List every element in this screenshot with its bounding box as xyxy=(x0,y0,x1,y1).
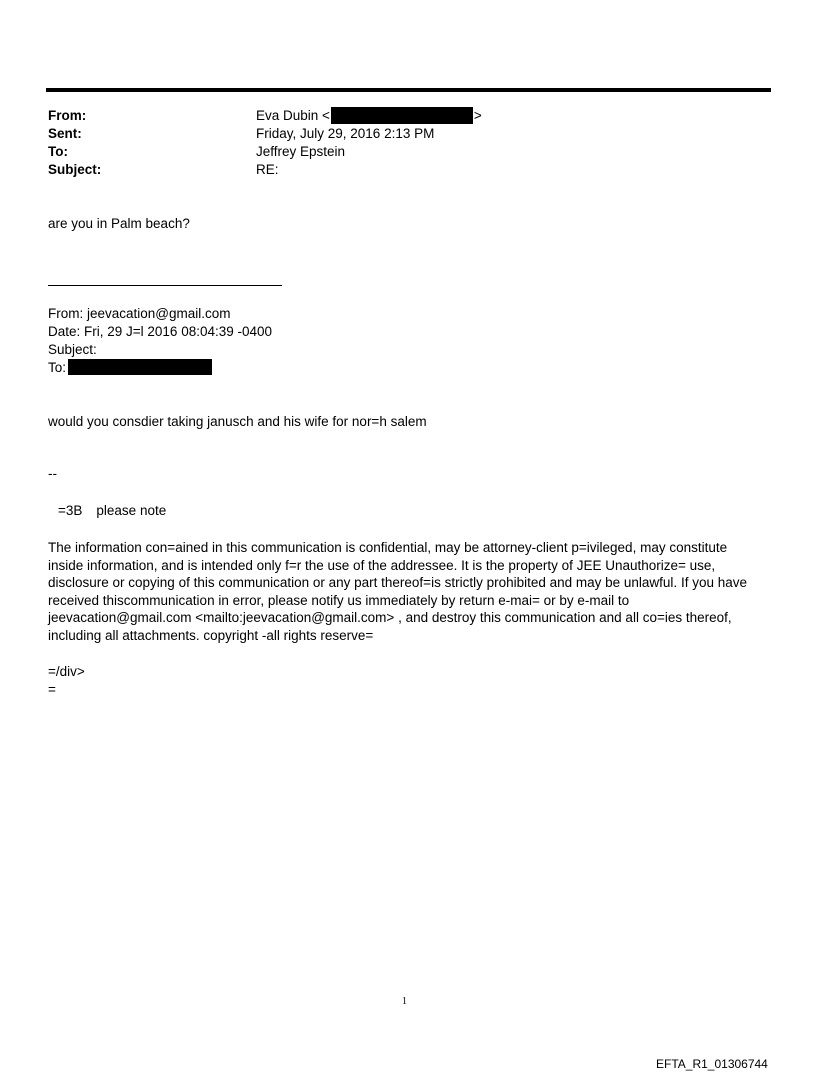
quoted-separator-rule xyxy=(48,285,282,286)
subject-value: RE: xyxy=(256,162,279,177)
bates-number: EFTA_R1_01306744 xyxy=(656,1057,768,1071)
to-label: To: xyxy=(48,144,68,159)
note-code: =3B xyxy=(58,503,83,518)
quoted-from-line: From: jeevacation@gmail.com xyxy=(48,306,231,321)
redacted-email-block xyxy=(331,107,473,124)
reply-text: are you in Palm beach? xyxy=(48,216,190,231)
from-label: From: xyxy=(48,108,87,123)
quoted-message: would you consdier taking janusch and his wife for nor=h salem xyxy=(48,414,427,429)
sent-label: Sent: xyxy=(48,126,82,141)
note-line xyxy=(58,502,166,520)
from-name: Eva Dubin < xyxy=(256,108,330,123)
disclaimer-line: inside information, and is intended only f=r the use of the addressee. It is the property of JEE Unauthorize= use, xyxy=(48,557,716,573)
redacted-recipient-block xyxy=(68,359,212,375)
disclaimer-line: disclosure or copying of this communication or any part thereof=is strictly prohibited and may be unlawful. If you have xyxy=(48,575,747,591)
quoted-subject-line: Subject: xyxy=(48,342,97,357)
trailing-div-close: =/div> xyxy=(48,664,85,679)
trailing-equals: = xyxy=(48,682,56,697)
quoted-to-line xyxy=(48,359,212,377)
page-number: 1 xyxy=(402,996,407,1007)
disclaimer-line: including all attachments. copyright -all rights reserve= xyxy=(48,627,374,643)
disclaimer-line: received thiscommunication in error, please notify us immediately by return e-mai= or by e-mail to xyxy=(48,592,630,608)
disclaimer-line: jeevacation@gmail.com <mailto:jeevacation@gmail.com> , and destroy this communication and all co=ies thereof, xyxy=(48,610,732,626)
quoted-to-label: To: xyxy=(48,360,67,375)
quoted-date-line: Date: Fri, 29 J=l 2016 08:04:39 -0400 xyxy=(48,324,273,339)
signature-dashes: -- xyxy=(48,466,57,481)
confidentiality-disclaimer xyxy=(48,539,768,645)
header-top-rule xyxy=(46,88,771,92)
from-close-bracket: > xyxy=(473,108,482,123)
subject-label: Subject: xyxy=(48,162,102,177)
to-value: Jeffrey Epstein xyxy=(256,144,346,159)
note-text: please note xyxy=(96,503,167,518)
disclaimer-line: The information con=ained in this communication is confidential, may be attorney-client p=ivileged, may constitute xyxy=(48,540,728,555)
from-value xyxy=(256,107,482,125)
sent-value: Friday, July 29, 2016 2:13 PM xyxy=(256,126,435,141)
